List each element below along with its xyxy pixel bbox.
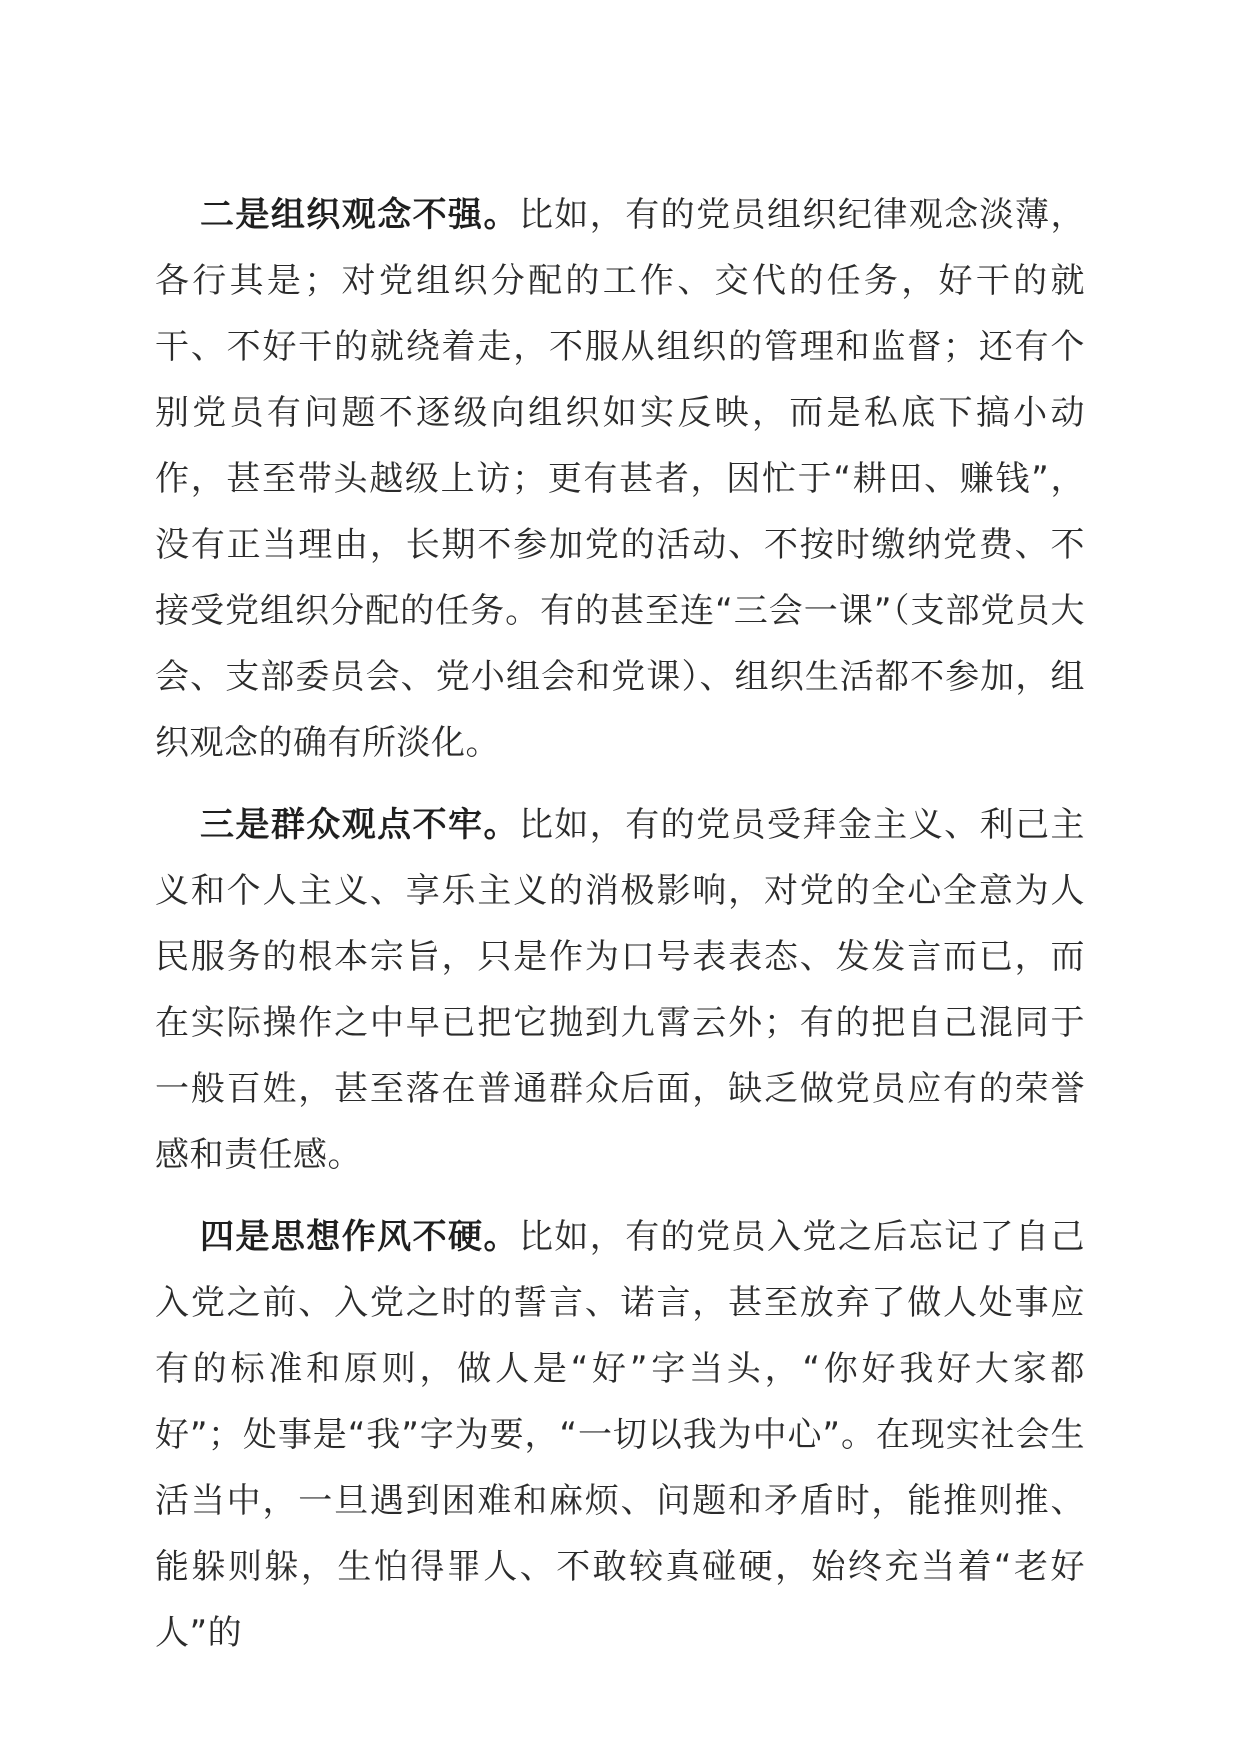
paragraph-organization [155,182,1085,776]
paragraph-style [155,1204,1085,1666]
paragraph-heading: 四是思想作风不硬。 [200,1217,519,1257]
paragraph-body: 比如，有的党员入党之后忘记了自己入党之前、入党之时的誓言、诺言，甚至放弃了做人处事应有的标准和原则，做人是“好”字当头，“你好我好大家都好”；处事是“我”字为要，“一切以我为中心”。在现实社会生活当中，一旦遇到困难和麻烦、问题和矛盾时，能推则推、能躲则躲，生怕得罪人、不敢较真碰硬，始终充当着“老好人”的 [155,1217,1085,1653]
paragraph-heading: 二是组织观念不强。 [200,195,519,235]
paragraph-masses [155,792,1085,1188]
paragraph-body: 比如，有的党员组织纪律观念淡薄，各行其是；对党组织分配的工作、交代的任务，好干的就干、不好干的就绕着走，不服从组织的管理和监督；还有个别党员有问题不逐级向组织如实反映，而是私底下搞小动作，甚至带头越级上访；更有甚者，因忙于“耕田、赚钱”，没有正当理由，长期不参加党的活动、不按时缴纳党费、不接受党组织分配的任务。有的甚至连“三会一课”（支部党员大会、支部委员会、党小组会和党课）、组织生活都不参加，组织观念的确有所淡化。 [155,195,1085,763]
document-page [155,182,1085,1682]
paragraph-body: 比如，有的党员受拜金主义、利己主义和个人主义、享乐主义的消极影响，对党的全心全意为人民服务的根本宗旨，只是作为口号表表态、发发言而已，而在实际操作之中早已把它抛到九霄云外；有的把自己混同于一般百姓，甚至落在普通群众后面，缺乏做党员应有的荣誉感和责任感。 [155,805,1085,1175]
paragraph-heading: 三是群众观点不牢。 [200,805,519,845]
